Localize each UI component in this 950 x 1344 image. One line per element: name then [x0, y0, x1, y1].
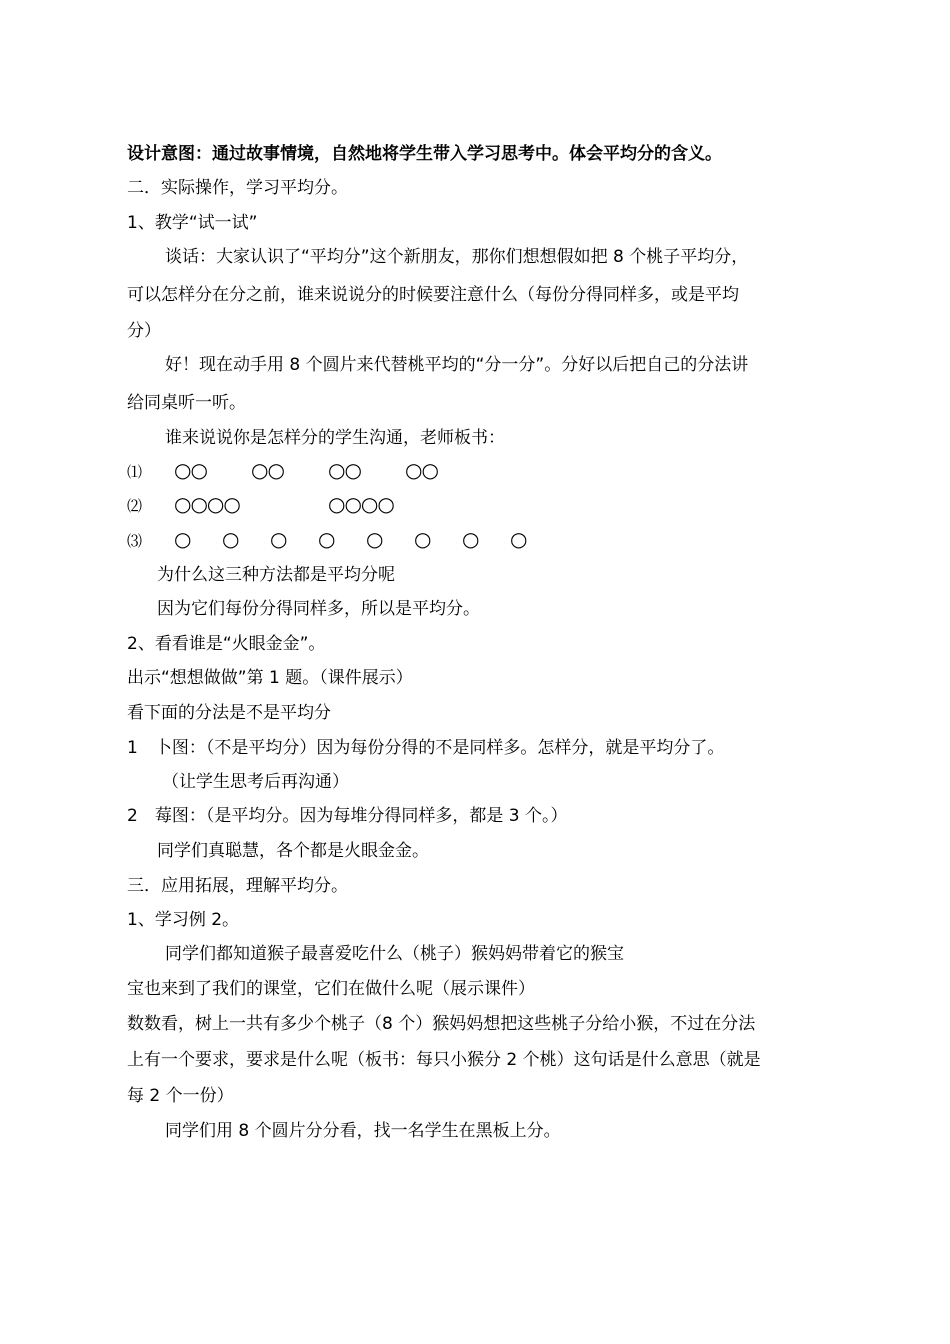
method-number: ⑴	[127, 463, 143, 481]
circle-group: ○○	[174, 458, 207, 482]
circle-group: ○○	[251, 458, 284, 482]
paragraph-line: 1 卜图：（不是平均分）因为每份分得的不是同样多。怎样分，就是平均分了。	[127, 738, 725, 758]
method-number: ⑶	[127, 532, 143, 550]
subheading: 1、学习例 2。	[127, 910, 240, 930]
circle-group: ○	[366, 527, 383, 551]
paragraph-line: 出示“想想做做”第 1 题。（课件展示）	[127, 668, 413, 688]
paragraph-line: 看下面的分法是不是平均分	[127, 703, 331, 723]
paragraph-line: 分）	[127, 321, 161, 341]
subheading: 2、看看谁是“火眼金金”。	[127, 634, 326, 654]
section-heading: 二．实际操作，学习平均分。	[127, 178, 348, 198]
paragraph-line: 2 莓图：（是平均分。因为每堆分得同样多，都是 3 个。）	[127, 806, 568, 826]
paragraph-line: （让学生思考后再沟通）	[162, 772, 349, 792]
circle-group: ○	[270, 527, 287, 551]
section-heading: 三．应用拓展，理解平均分。	[127, 876, 348, 896]
paragraph-line: 上有一个要求，要求是什么呢（板书：每只小猴分 2 个桃）这句话是什么意思（就是	[127, 1050, 761, 1070]
paragraph-line: 宝也来到了我们的课堂，它们在做什么呢（展示课件）	[127, 979, 535, 999]
method-number: ⑵	[127, 497, 143, 515]
paragraph-line: 谈话：大家认识了“平均分”这个新朋友，那你们想想假如把 8 个桃子平均分，	[165, 247, 749, 267]
circle-group: ○	[222, 527, 239, 551]
circle-group: ○	[462, 527, 479, 551]
paragraph-line: 可以怎样分在分之前，谁来说说分的时候要注意什么（每份分得同样多，或是平均	[127, 285, 739, 305]
paragraph-line: 给同桌听一听。	[127, 393, 246, 413]
circle-group: ○	[414, 527, 431, 551]
circle-group: ○○○○	[328, 492, 394, 516]
paragraph-line: 因为它们每份分得同样多，所以是平均分。	[157, 599, 480, 619]
circle-group: ○	[174, 527, 191, 551]
circle-group: ○	[510, 527, 527, 551]
paragraph-line: 好！现在动手用 8 个圆片来代替桃平均的“分一分”。分好以后把自己的分法讲	[165, 355, 749, 375]
paragraph-line: 同学们用 8 个圆片分分看，找一名学生在黑板上分。	[165, 1121, 561, 1141]
subheading: 1、教学“试一试”	[127, 213, 258, 233]
design-intent: 设计意图：通过故事情境，自然地将学生带入学习思考中。体会平均分的含义。	[127, 144, 722, 164]
circle-group: ○	[318, 527, 335, 551]
paragraph-line: 数数看，树上一共有多少个桃子（8 个）猴妈妈想把这些桃子分给小猴，不过在分法	[127, 1014, 756, 1034]
paragraph-line: 每 2 个一份）	[127, 1086, 234, 1106]
circle-group: ○○	[328, 458, 361, 482]
circle-group: ○○○○	[174, 492, 240, 516]
paragraph-line: 同学们真聪慧，各个都是火眼金金。	[157, 841, 429, 861]
circle-group: ○○	[405, 458, 438, 482]
paragraph-line: 同学们都知道猴子最喜爱吃什么（桃子）猴妈妈带着它的猴宝	[165, 944, 624, 964]
paragraph-line: 谁来说说你是怎样分的学生沟通，老师板书：	[165, 428, 505, 448]
paragraph-line: 为什么这三种方法都是平均分呢	[157, 565, 395, 585]
